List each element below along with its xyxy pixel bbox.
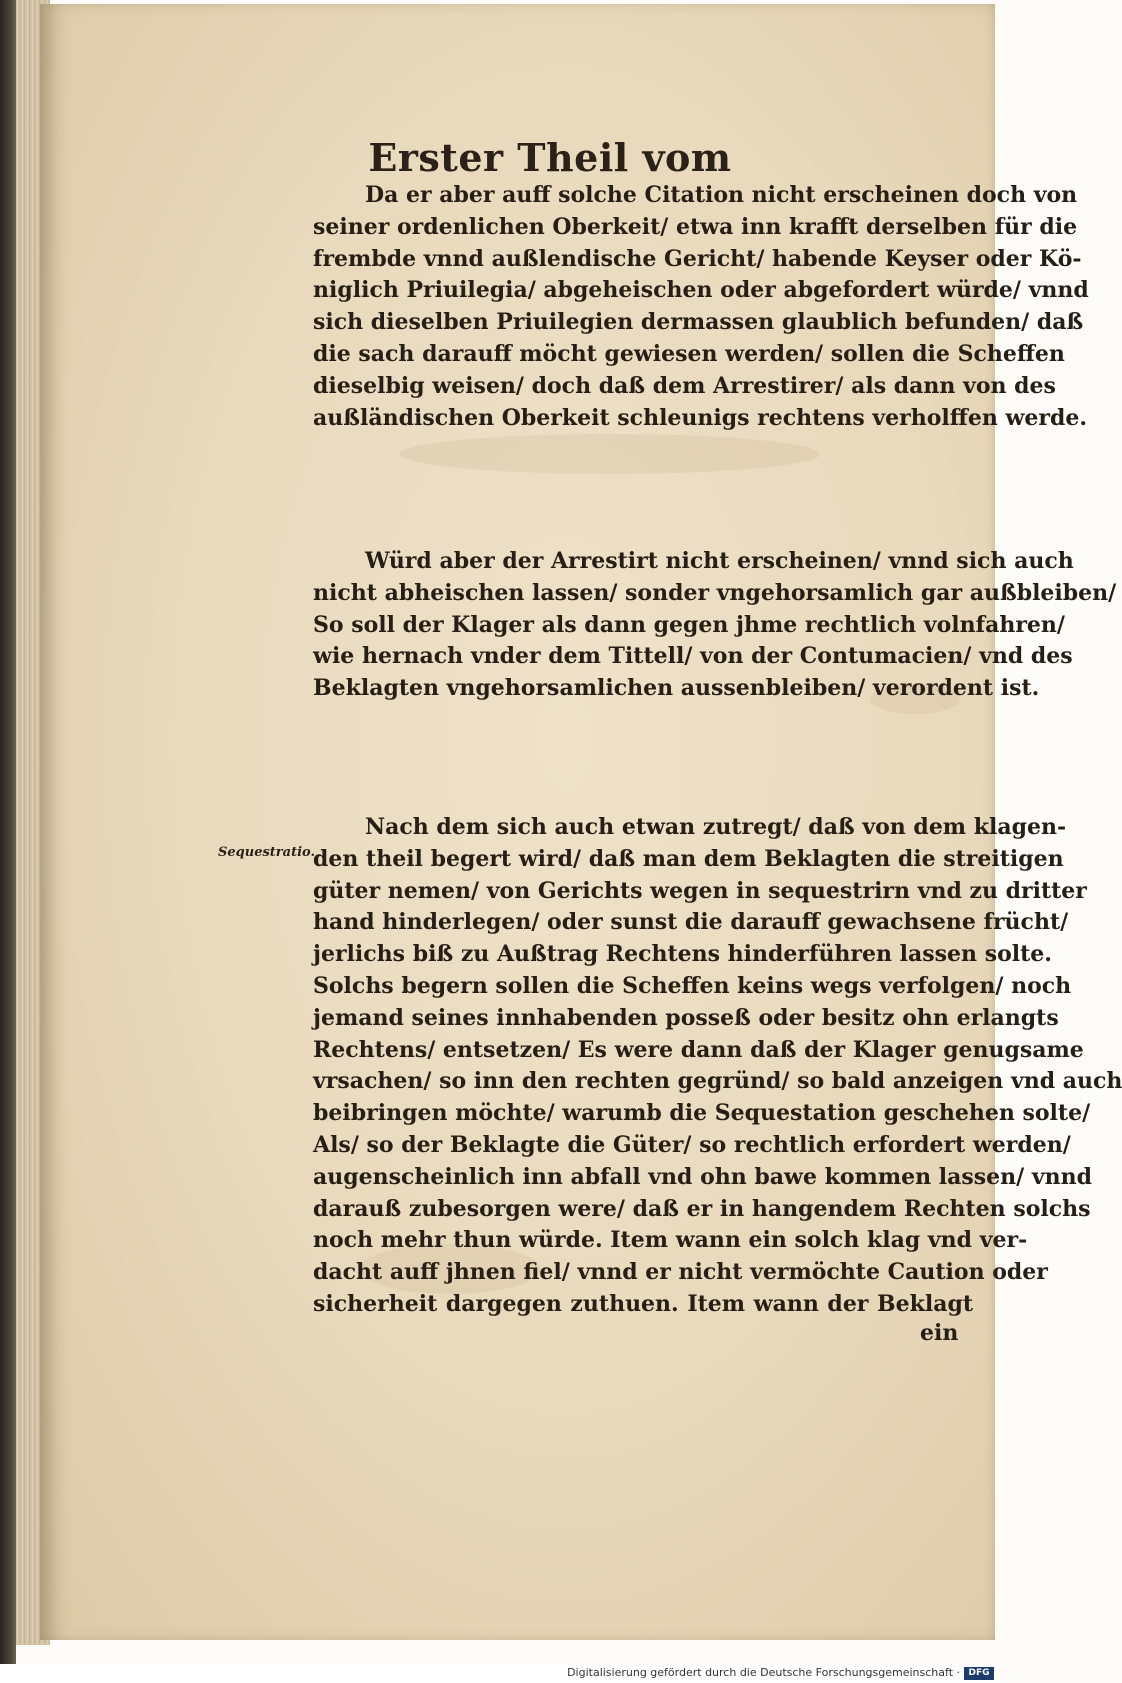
funding-credit: Digitalisierung gefördert durch die Deutsche Forschungsgemeinschaft · bbox=[567, 1666, 960, 1679]
text-line: sich dieselben Priuilegien dermassen glaublich befunden/ daß bbox=[313, 309, 1084, 336]
text-line: beibringen möchte/ warumb die Sequestation geschehen solte/ bbox=[313, 1100, 1091, 1127]
text-line: sicherheit dargegen zuthuen. Item wann der Beklagt bbox=[313, 1290, 973, 1317]
text-line: Nach dem sich auch etwan zutregt/ daß von dem klagen- bbox=[365, 814, 1067, 840]
paragraph-sequestration bbox=[313, 812, 1122, 1321]
text-line: hand hinderlegen/ oder sunst die darauff gewachsene frücht/ bbox=[313, 909, 1069, 936]
text-line: nicht abheischen lassen/ sonder vngehorsamlich gar außbleiben/ bbox=[313, 579, 1117, 606]
text-line: dacht auff jhnen fiel/ vnnd er nicht vermöchte Caution oder bbox=[313, 1259, 1048, 1286]
bleed-through-stain bbox=[400, 434, 820, 474]
text-line: niglich Priuilegia/ abgeheischen oder abgefordert würde/ vnnd bbox=[313, 277, 1089, 304]
text-line: wie hernach vnder dem Tittell/ von der Contumacien/ vnd des bbox=[313, 643, 1073, 670]
text-line: Rechtens/ entsetzen/ Es were dann daß der Klager genugsame bbox=[313, 1036, 1084, 1063]
text-line: Beklagten vngehorsamlichen aussenbleiben/ verordent ist. bbox=[313, 675, 1040, 702]
text-line: dieselbig weisen/ doch daß dem Arrestirer/ als dann von des bbox=[313, 372, 1056, 399]
text-line: Da er aber auff solche Citation nicht erscheinen doch von bbox=[365, 182, 1078, 208]
text-line: vrsachen/ so inn den rechten gegründ/ so bald anzeigen vnd auch bbox=[313, 1068, 1122, 1095]
text-line: den theil begert wird/ daß man dem Beklagten die streitigen bbox=[313, 845, 1064, 872]
text-line: augenscheinlich inn abfall vnd ohn bawe kommen lassen/ vnnd bbox=[313, 1163, 1092, 1190]
text-line: seiner ordenlichen Oberkeit/ etwa inn krafft derselben für die bbox=[313, 213, 1078, 240]
text-line: So soll der Klager als dann gegen jhme rechtlich volnfahren/ bbox=[313, 611, 1065, 638]
book-spine bbox=[0, 0, 16, 1683]
text-line: jerlichs biß zu Außtrag Rechtens hinderführen lassen solte. bbox=[313, 941, 1052, 968]
catchword: ein bbox=[920, 1320, 959, 1346]
text-line: jemand seines innhabenden posseß oder besitz ohn erlangts bbox=[313, 1004, 1059, 1031]
text-line: Als/ so der Beklagte die Güter/ so rechtlich erfordert werden/ bbox=[313, 1131, 1071, 1158]
text-line: Solchs begern sollen die Scheffen keins wegs verfolgen/ noch bbox=[313, 972, 1072, 999]
page-title: Erster Theil vom bbox=[368, 135, 732, 180]
text-line: die sach darauff möcht gewiesen werden/ sollen die Scheffen bbox=[313, 340, 1065, 367]
margin-note: Sequestratio. bbox=[218, 845, 315, 860]
text-line: güter nemen/ von Gerichts wegen in sequestrirn vnd zu dritter bbox=[313, 877, 1087, 904]
text-line: Würd aber der Arrestirt nicht erscheinen/ vnnd sich auch bbox=[365, 548, 1074, 574]
text-line: noch mehr thun würde. Item wann ein solch klag vnd ver- bbox=[313, 1227, 1028, 1254]
text-line: außländischen Oberkeit schleunigs rechtens verholffen werde. bbox=[313, 404, 1088, 431]
text-line: darauß zubesorgen were/ daß er in hangendem Rechten solchs bbox=[313, 1195, 1091, 1222]
paragraph-arrest-citation bbox=[313, 180, 1089, 434]
text-line: frembde vnnd außlendische Gericht/ habende Keyser oder Kö- bbox=[313, 245, 1082, 272]
paragraph-contumacy bbox=[313, 546, 1117, 705]
dfg-logo: DFG bbox=[964, 1667, 994, 1680]
